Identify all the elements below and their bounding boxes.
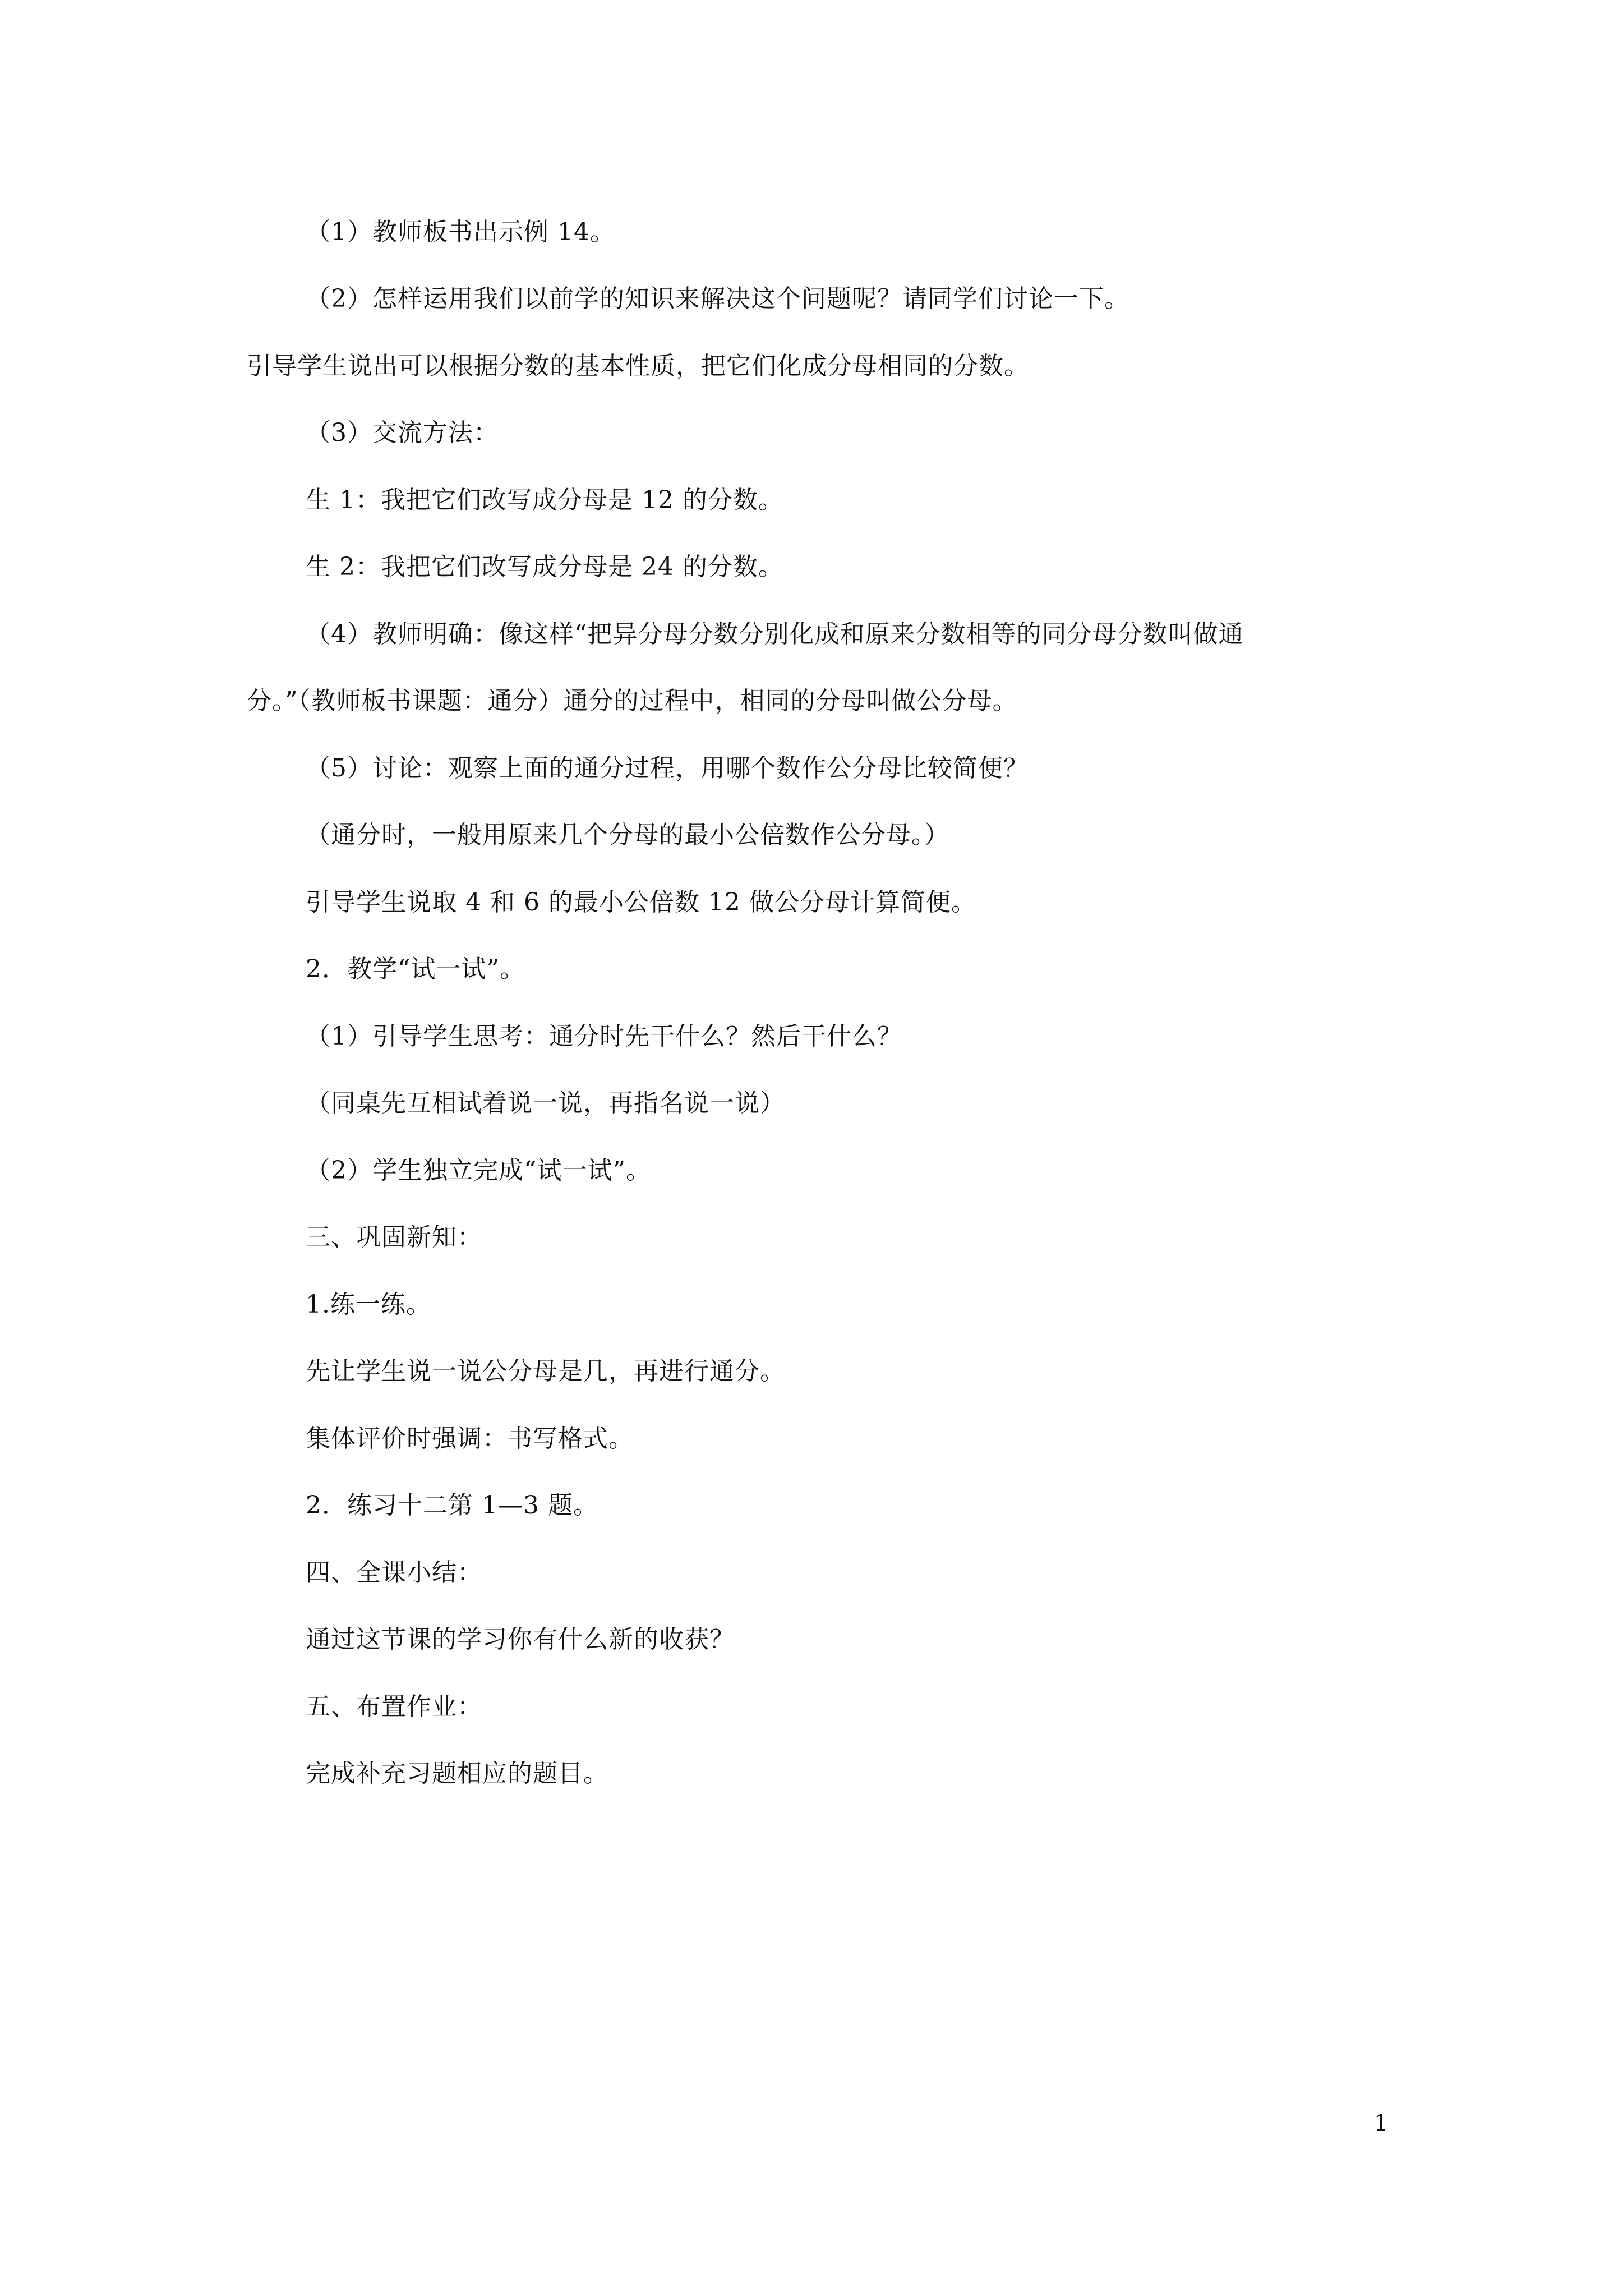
text-line: 通过这节课的学习你有什么新的收获？ (306, 1625, 735, 1654)
text-line: （4）教师明确：像这样“把异分母分数分别化成和原来分数相等的同分母分数叫做通 (306, 620, 1244, 648)
text-line: 引导学生说取 4 和 6 的最小公倍数 12 做公分母计算简便。 (306, 888, 976, 917)
text-line: （通分时，一般用原来几个分母的最小公倍数作公分母。） (306, 821, 949, 849)
text-line: 生 1：我把它们改写成分母是 12 的分数。 (306, 486, 783, 514)
text-line: 分。”（教师板书课题：通分）通分的过程中，相同的分母叫做公分母。 (247, 687, 1018, 715)
text-line: （2）怎样运用我们以前学的知识来解决这个问题呢？请同学们讨论一下。 (306, 284, 1129, 313)
text-line: （2）学生独立完成“试一试”。 (306, 1156, 651, 1185)
text-line: （5）讨论：观察上面的通分过程，用哪个数作公分母比较简便？ (306, 754, 1029, 783)
page-number: 1 (1374, 2110, 1389, 2136)
text-line: 先让学生说一说公分母是几，再进行通分。 (306, 1357, 785, 1386)
text-line: 引导学生说出可以根据分数的基本性质，把它们化成分母相同的分数。 (247, 352, 1029, 380)
section-heading: 四、全课小结： (306, 1558, 482, 1587)
section-heading: 三、巩固新知： (306, 1223, 482, 1251)
text-line: 2．练习十二第 1—3 题。 (306, 1491, 598, 1520)
text-line: （同桌先互相试着说一说，再指名说一说） (306, 1089, 785, 1117)
text-line: 生 2：我把它们改写成分母是 24 的分数。 (306, 553, 783, 581)
text-line: 完成补充习题相应的题目。 (306, 1759, 608, 1788)
section-heading: 五、布置作业： (306, 1692, 482, 1721)
text-line: （3）交流方法： (306, 418, 499, 447)
text-line: 2．教学“试一试”。 (306, 955, 525, 983)
text-line: （1）引导学生思考：通分时先干什么？然后干什么？ (306, 1022, 902, 1051)
text-line: （1）教师板书出示例 14。 (306, 218, 615, 246)
text-line: 集体评价时强调：书写格式。 (306, 1424, 634, 1453)
text-line: 1.练一练。 (306, 1290, 431, 1319)
